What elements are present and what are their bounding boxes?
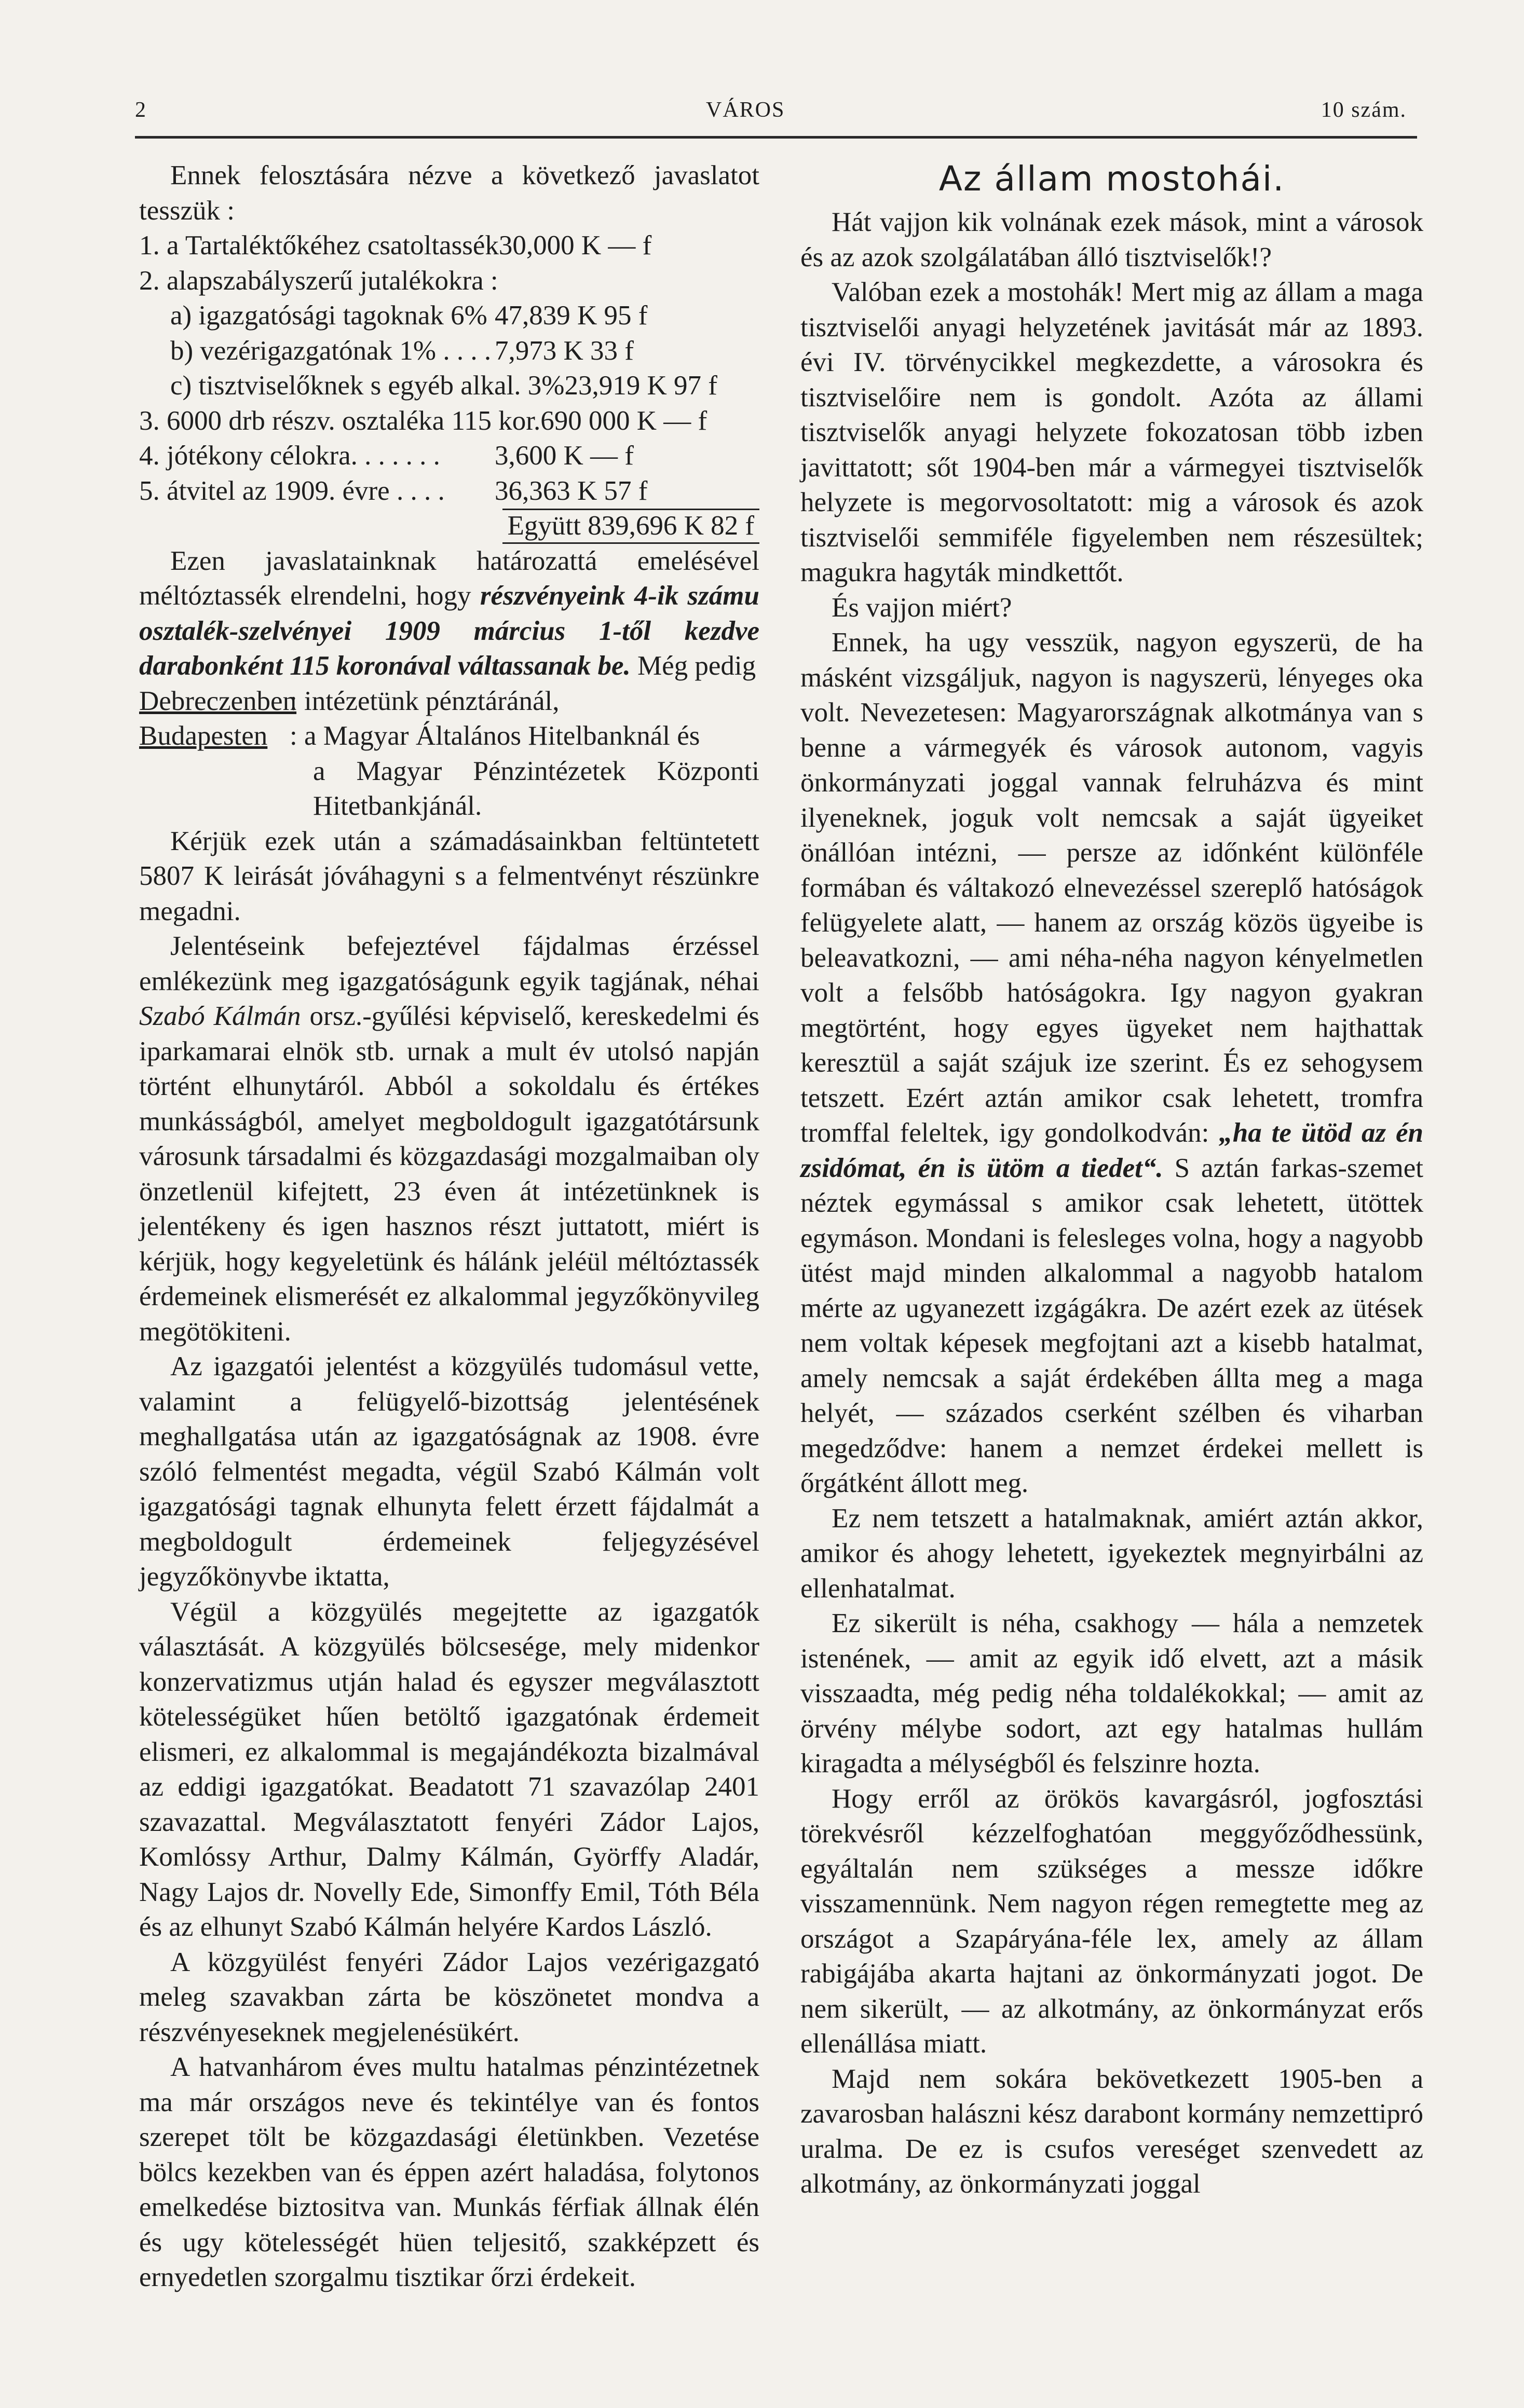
resolution-end: Még pedig [637, 651, 756, 681]
list-item [139, 228, 759, 264]
resolution-text: Ezen javaslatainknak határozattá emelésével méltóztassék elrendelni, hogy [139, 545, 759, 611]
list-item [139, 368, 759, 404]
list-item-amount: 23,919 K 97 f [564, 371, 717, 401]
payment-place-debrecen [139, 684, 759, 719]
paragraph: Hát vajjon kik volnának ezek mások, mint a városok és az azok szolgálatában álló tisztviselők!? [800, 207, 1423, 272]
list-item-label: 5. átvitel az 1909. évre . . . . [139, 475, 445, 506]
list-item-label: 4. jótékony célokra. . . . . . . [139, 441, 440, 471]
list-item [139, 298, 759, 334]
paragraph: Ez sikerült is néha, csakhogy — hála a nemzetek istenének, — amit az egyik idő elvett, azt a másik visszaadta, még pedig néha toldalékokkal; — amit az örvény mélybe sodort, azt egy hatalmas hullám kiragadta a mélységből és felszinre hozta. [800, 1608, 1423, 1778]
right-column [800, 158, 1423, 2202]
paragraph: Valóban ezek a mostohák! Mert mig az állam a maga tisztviselői anyagi helyzetének javitását már az 1893. évi IV. törvénycikkel megkezdette, a városokra és tisztviselőire nem is gondolt. Azóta az állami tisztviselők anyagi helyzete fokozatosan több izben javittatott; sőt 1904-ben már a vármegyei tisztviselők helyzete is megorvosoltatott: mig a városok és azok tisztviselői semmiféle figyelemben nem részesültek; magukra hagyták mindkettőt. [800, 277, 1423, 587]
list-item-label: 3. 6000 drb részv. osztaléka 115 kor. [139, 405, 541, 436]
page-header [135, 98, 1407, 134]
place-text: : a Magyar Általános Hitelbanknál és [290, 721, 700, 751]
paragraph: És vajjon miért? [832, 592, 1012, 623]
list-item-label: 2. alapszabályszerű jutalékokra : [139, 265, 498, 296]
page-number: 2 [135, 98, 147, 122]
header-rule [135, 136, 1417, 139]
intro-paragraph: Ennek felosztására nézve a következő javaslatot tesszük : [139, 160, 759, 226]
list-item [139, 264, 759, 299]
payment-place-budapest [139, 719, 759, 754]
list-item-amount: 7,973 K 33 f [495, 335, 634, 366]
place-name: Debreczenben [139, 686, 297, 716]
list-item [139, 404, 759, 439]
masthead-title: VÁROS [706, 98, 785, 122]
resolution-paragraph [139, 544, 759, 684]
list-item-amount: 3,600 K — f [495, 441, 634, 471]
paragraph: Az igazgatói jelentést a közgyülés tudomásul vette, valamint a felügyelő-bizottság jelentésének meghallgatása után az igazgatóságnak az 1908. évre szóló felmentést megadta, végül Szabó Kálmán volt igazgatósági tagnak elhunyta felett érzett fájdalmát a megboldogult érdemeinek feljegyzésével jegyzőkönyvbe iktatta, [139, 1351, 759, 1592]
list-item-amount: 47,839 K 95 f [495, 300, 648, 331]
place-name: Budapesten [139, 721, 268, 751]
obituary-text-2: orsz.-gyűlési képviselő, kereskedelmi és iparkamarai elnök stb. urnak a mult év utolsó napján történt elhunytáról. Abból a sokoldalu és értékes munkásságból, amelyet megboldogult igazgatótársunk városunk társadalmi és közgazdasági mozgalmaiban oly önzetlenül kifejtett, 23 éven át intézetünknek is jelentékeny és igen hasznos részt juttatott, miért is kérjük, hogy kegyeletünk és hálánk jeléül méltóztassék érdemeinek elismerését ez alkalommal jegyzőkönyvileg megötökiteni. [139, 1001, 759, 1347]
list-item-label: c) tisztviselőknek s egyéb alkal. 3% [170, 371, 565, 401]
left-column [139, 158, 759, 2295]
paragraph: Hogy erről az örökös kavargásról, jogfosztási törekvésről kézzelfoghatóan meggyőződhessünk, egyáltalán nem szükséges a messze időkre visszamennünk. Nem nagyon régen remegtette meg az országot a Szapáryána-féle lex, amely az állam rabigájába akarta hajtani az önkormányzati jogot. De nem sikerült, — az alkotmány, az önkormányzat erős ellenállása miatt. [800, 1783, 1423, 2059]
list-item [139, 474, 759, 509]
list-item-amount [498, 264, 759, 299]
paragraph-text-2: S aztán farkas-szemet néztek egymással s amikor csak lehetett, ütöttek egymáson. Mondani is felesleges volna, hogy a nagyobb ütést majd minden alkalommal a nagyobb hatalom mérte az ugyanezett izgágákra. De azért ezek az ütések nem voltak képesek megfojtani azt a kisebb hatalmat, amely nemcsak a saját érdekében állta meg a maga helyét, — százados cserként szélben és viharban megedződve: hanem a nemzet érdekei mellett is őrgátként állott meg. [800, 1153, 1423, 1498]
list-item-amount: 30,000 K — f [498, 230, 652, 261]
obituary-text: Jelentéseink befejeztével fájdalmas érzéssel emlékezünk meg igazgatóságunk egyik tagjának, néhai [139, 931, 759, 996]
distribution-list [139, 228, 759, 509]
paragraph: Majd nem sokára bekövetkezett 1905-ben a zavarosban halászni kész darabont kormány nemzettipró uralma. De ez is csufos vereséget szenvedett az alkotmány, az önkormányzati joggal [800, 2063, 1423, 2199]
paragraph: Ez nem tetszett a hatalmaknak, amiért aztán akkor, amikor és ahogy lehetett, igyekeztek megnyirbálni az ellenhatalmat. [800, 1503, 1423, 1604]
list-item-label: b) vezérigazgatónak 1% . . . . [170, 335, 492, 366]
list-item [139, 334, 759, 369]
paragraph: Kérjük ezek után a számadásainkban feltüntetett 5807 K leirását jóváhagyni s a felmentvényt részünkre megadni. [139, 826, 759, 926]
list-item-label: a) igazgatósági tagoknak 6% [170, 300, 487, 331]
paragraph-text: Ennek, ha ugy vesszük, nagyon egyszerü, de ha másként vizsgáljuk, nagyon is nagyszerü, lényeges oka volt. Nevezetesen: Magyarországnak alkotmánya van s benne a vármegyék és városok autonom, vagyis önkormányzati joggal vannak felruházva és mint ilyeneknek, joguk volt nemcsak a saját ügyeiket önállóan intézni, — persze az időnként különféle formában és váltakozó elnevezéssel szereplő hatóságok felügyelete alatt, — hanem az ország közös ügyeibe is beleavatkozni, — ami néha-néha nagyon kényelmetlen volt a felsőbb hatóságokra. Igy nagyon gyakran megtörtént, hogy egyes ügyeket nem hajthattak keresztül a saját szájuk ize szerint. És ez sehogysem tetszett. Ezért aztán amikor csak lehetett, tromfra tromffal feleltek, igy gondolkodván: [800, 627, 1423, 1148]
paragraph: Végül a közgyülés megejtette az igazgatók választását. A közgyülés bölcsesége, mely midenkor konzervatizmus utján halad és egyszer megválasztott kötelességüket hűen betöltő igazgatónak érdemeit elismeri, ez alkalommal is megajándékozta bizalmával az eddigi igazgatókat. Beadatott 71 szavazólap 2401 szavazattal. Megválasztatott fenyéri Zádor Lajos, Komlóssy Arthur, Dalmy Kálmán, Györffy Aladár, Nagy Lajos dr. Novelly Ede, Simonffy Emil, Tóth Béla és az elhunyt Szabó Kálmán helyére Kardos László. [139, 1596, 759, 1942]
payment-place-budapest-2: a Magyar Pénzintézetek Központi Hitetbankjánál. [313, 756, 759, 821]
paragraph: A közgyülést fenyéri Zádor Lajos vezérigazgató meleg szavakban zárta be köszönetet mondva a részvényeseknek megjelenésükért. [139, 1947, 759, 2047]
list-item [139, 439, 759, 474]
article-title: Az állam mostohái. [938, 159, 1285, 199]
obituary-name: Szabó Kálmán [139, 1001, 301, 1031]
list-item-amount: 36,363 K 57 f [495, 475, 648, 506]
quote-emphasis: „ha te ütöd az én zsidómat, én is ütöm a tiedet“. [800, 1118, 1423, 1183]
list-item-amount: 690 000 K — f [540, 405, 707, 436]
paragraph: A hatvanhárom éves multu hatalmas pénzintézetnek ma már országos neve és tekintélye van és fontos szerepet tölt be közgazdasági életünkben. Vezetése bölcs kezekben van és éppen azért haladása, folytonos emelkedése biztositva van. Munkás férfiak állnak élén és ugy kötelességét hüen teljesitő, szakképzett és ernyedetlen szorgalmu tisztikar őrzi érdekeit. [139, 2052, 759, 2292]
issue-number: 10 szám. [1321, 98, 1407, 122]
list-item-label: 1. a Tartaléktőkéhez csatoltassék [139, 230, 499, 261]
obituary-paragraph [139, 929, 759, 1349]
total-amount: Együtt 839,696 K 82 f [502, 509, 760, 544]
resolution-emphasis: részvényeink 4-ik számu osztalék-szelvényei 1909 március 1-től kezdve darabonként 115 koronával váltassanak be. [139, 581, 759, 681]
place-text: : intézetünk pénztáránál, [290, 686, 560, 716]
paragraph [800, 625, 1423, 1501]
total-row [139, 509, 759, 544]
